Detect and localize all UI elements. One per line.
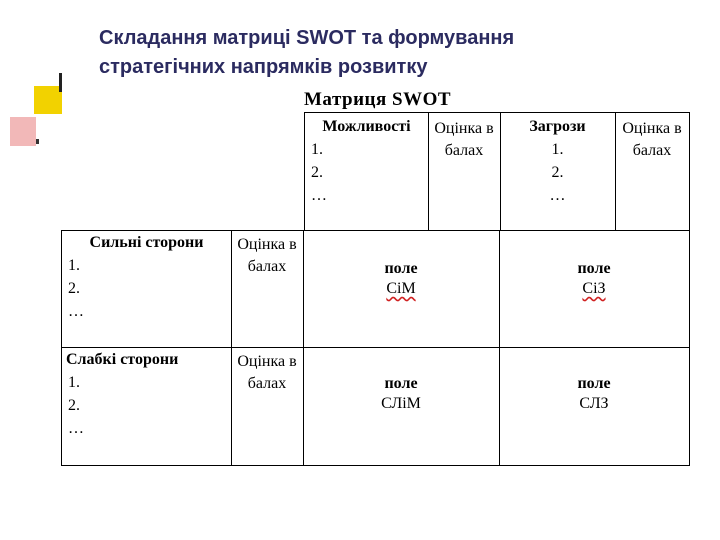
strengths-header: Сильні сторони: [89, 234, 204, 251]
field-label: поле: [384, 260, 418, 277]
list-item: 1.: [551, 141, 564, 158]
weaknesses-score-cell: [231, 347, 304, 466]
opportunities-cell: [304, 112, 429, 231]
strengths-list: [62, 254, 231, 323]
field-label: поле: [577, 260, 611, 277]
decorative-yellow-square: [34, 86, 62, 114]
list-item: 1.: [68, 374, 80, 391]
list-item: …: [68, 303, 84, 320]
threats-score-cell: [615, 112, 690, 231]
strengths-cell: [61, 230, 232, 348]
list-item: 2.: [551, 164, 564, 181]
decorative-line: [59, 73, 62, 92]
field-code-wm: СЛіМ: [381, 395, 421, 412]
field-code-wz: СЛЗ: [579, 395, 609, 412]
weaknesses-cell: [61, 347, 232, 466]
score-header-line1: Оцінка в: [237, 236, 297, 253]
threats-cell: [500, 112, 616, 231]
threats-header: Загрози: [529, 118, 586, 135]
opportunities-list: [305, 138, 428, 207]
field-wz-cell: [499, 347, 690, 466]
field-code-sz: СіЗ: [582, 280, 606, 297]
slide-title-line1: Складання матриці SWOT та формування: [99, 27, 515, 49]
slide-title: [99, 24, 699, 82]
list-item: 2.: [311, 164, 323, 181]
list-item: …: [311, 187, 327, 204]
matrix-title: Матриця SWOT: [304, 89, 452, 110]
field-wm-cell: [303, 347, 500, 466]
decorative-pink-square: [10, 117, 36, 146]
list-item: …: [68, 420, 84, 437]
threats-list: [500, 138, 615, 207]
score-header-line2: балах: [632, 142, 672, 159]
strengths-score-cell: [231, 230, 304, 348]
field-label: поле: [384, 375, 418, 392]
list-item: …: [549, 187, 566, 204]
opportunities-score-cell: [428, 112, 501, 231]
score-header-line2: балах: [444, 142, 484, 159]
score-header-line1: Оцінка в: [622, 120, 682, 137]
field-sm-cell: [303, 230, 500, 348]
slide-title-line2: стратегічних напрямків розвитку: [99, 56, 428, 78]
list-item: 2.: [68, 397, 80, 414]
list-item: 1.: [311, 141, 323, 158]
list-item: 1.: [68, 257, 80, 274]
list-item: 2.: [68, 280, 80, 297]
decorative-tick: [36, 139, 39, 144]
weaknesses-header: Слабкі сторони: [66, 351, 179, 368]
weaknesses-list: [62, 371, 231, 440]
opportunities-header: Можливості: [322, 118, 411, 135]
score-header-line1: Оцінка в: [237, 353, 297, 370]
field-label: поле: [577, 375, 611, 392]
score-header-line2: балах: [247, 258, 287, 275]
score-header-line1: Оцінка в: [434, 120, 494, 137]
score-header-line2: балах: [247, 375, 287, 392]
field-sz-cell: [499, 230, 690, 348]
field-code-sm: СіМ: [386, 280, 416, 297]
